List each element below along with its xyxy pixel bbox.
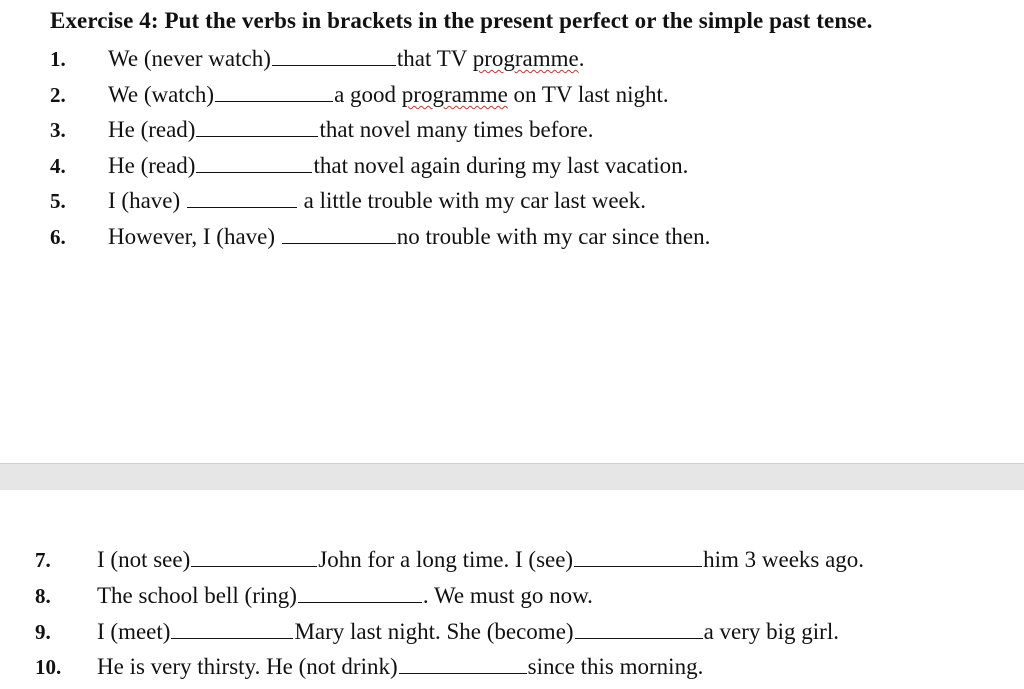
item-number: 8. (35, 584, 51, 608)
item-text: The school bell (ring) . We must go now. (97, 583, 593, 608)
item-number: 10. (35, 655, 62, 679)
exercise-title: Exercise 4: Put the verbs in brackets in the present perfect or the simple past tense. (50, 8, 873, 33)
answer-blank[interactable] (215, 82, 333, 102)
spellcheck-word: programme (472, 46, 579, 71)
document-page-2 (0, 490, 1024, 689)
answer-blank[interactable] (171, 619, 293, 639)
answer-blank[interactable] (282, 224, 396, 244)
item-text: We (never watch) that TV programme. (108, 46, 585, 71)
answer-blank[interactable] (574, 547, 702, 567)
item-text: I (have) a little trouble with my car last week. (108, 188, 646, 213)
answer-blank[interactable] (187, 188, 297, 208)
answer-blank[interactable] (399, 654, 527, 674)
item-text: We (watch) a good programme on TV last night. (108, 82, 669, 107)
answer-blank[interactable] (272, 46, 396, 66)
item-number: 3. (50, 118, 66, 142)
item-number: 7. (35, 548, 51, 572)
item-text: He (read) that novel many times before. (108, 117, 594, 142)
item-number: 9. (35, 620, 51, 644)
item-text: He is very thirsty. He (not drink) since this morning. (97, 654, 704, 679)
spellcheck-word: programme (401, 82, 508, 107)
item-number: 2. (50, 83, 66, 107)
answer-blank[interactable] (196, 153, 312, 173)
item-number: 5. (50, 189, 66, 213)
item-text: I (meet) Mary last night. She (become) a very big girl. (97, 619, 839, 644)
answer-blank[interactable] (575, 619, 703, 639)
item-text: However, I (have) no trouble with my car since then. (108, 224, 711, 249)
answer-blank[interactable] (191, 547, 317, 567)
item-number: 6. (50, 225, 66, 249)
page-break (0, 463, 1024, 491)
item-number: 4. (50, 154, 66, 178)
item-text: I (not see) John for a long time. I (see) him 3 weeks ago. (97, 547, 865, 572)
item-text: He (read) that novel again during my last vacation. (108, 153, 689, 178)
answer-blank[interactable] (196, 117, 318, 137)
answer-blank[interactable] (298, 583, 422, 603)
item-number: 1. (50, 47, 66, 71)
